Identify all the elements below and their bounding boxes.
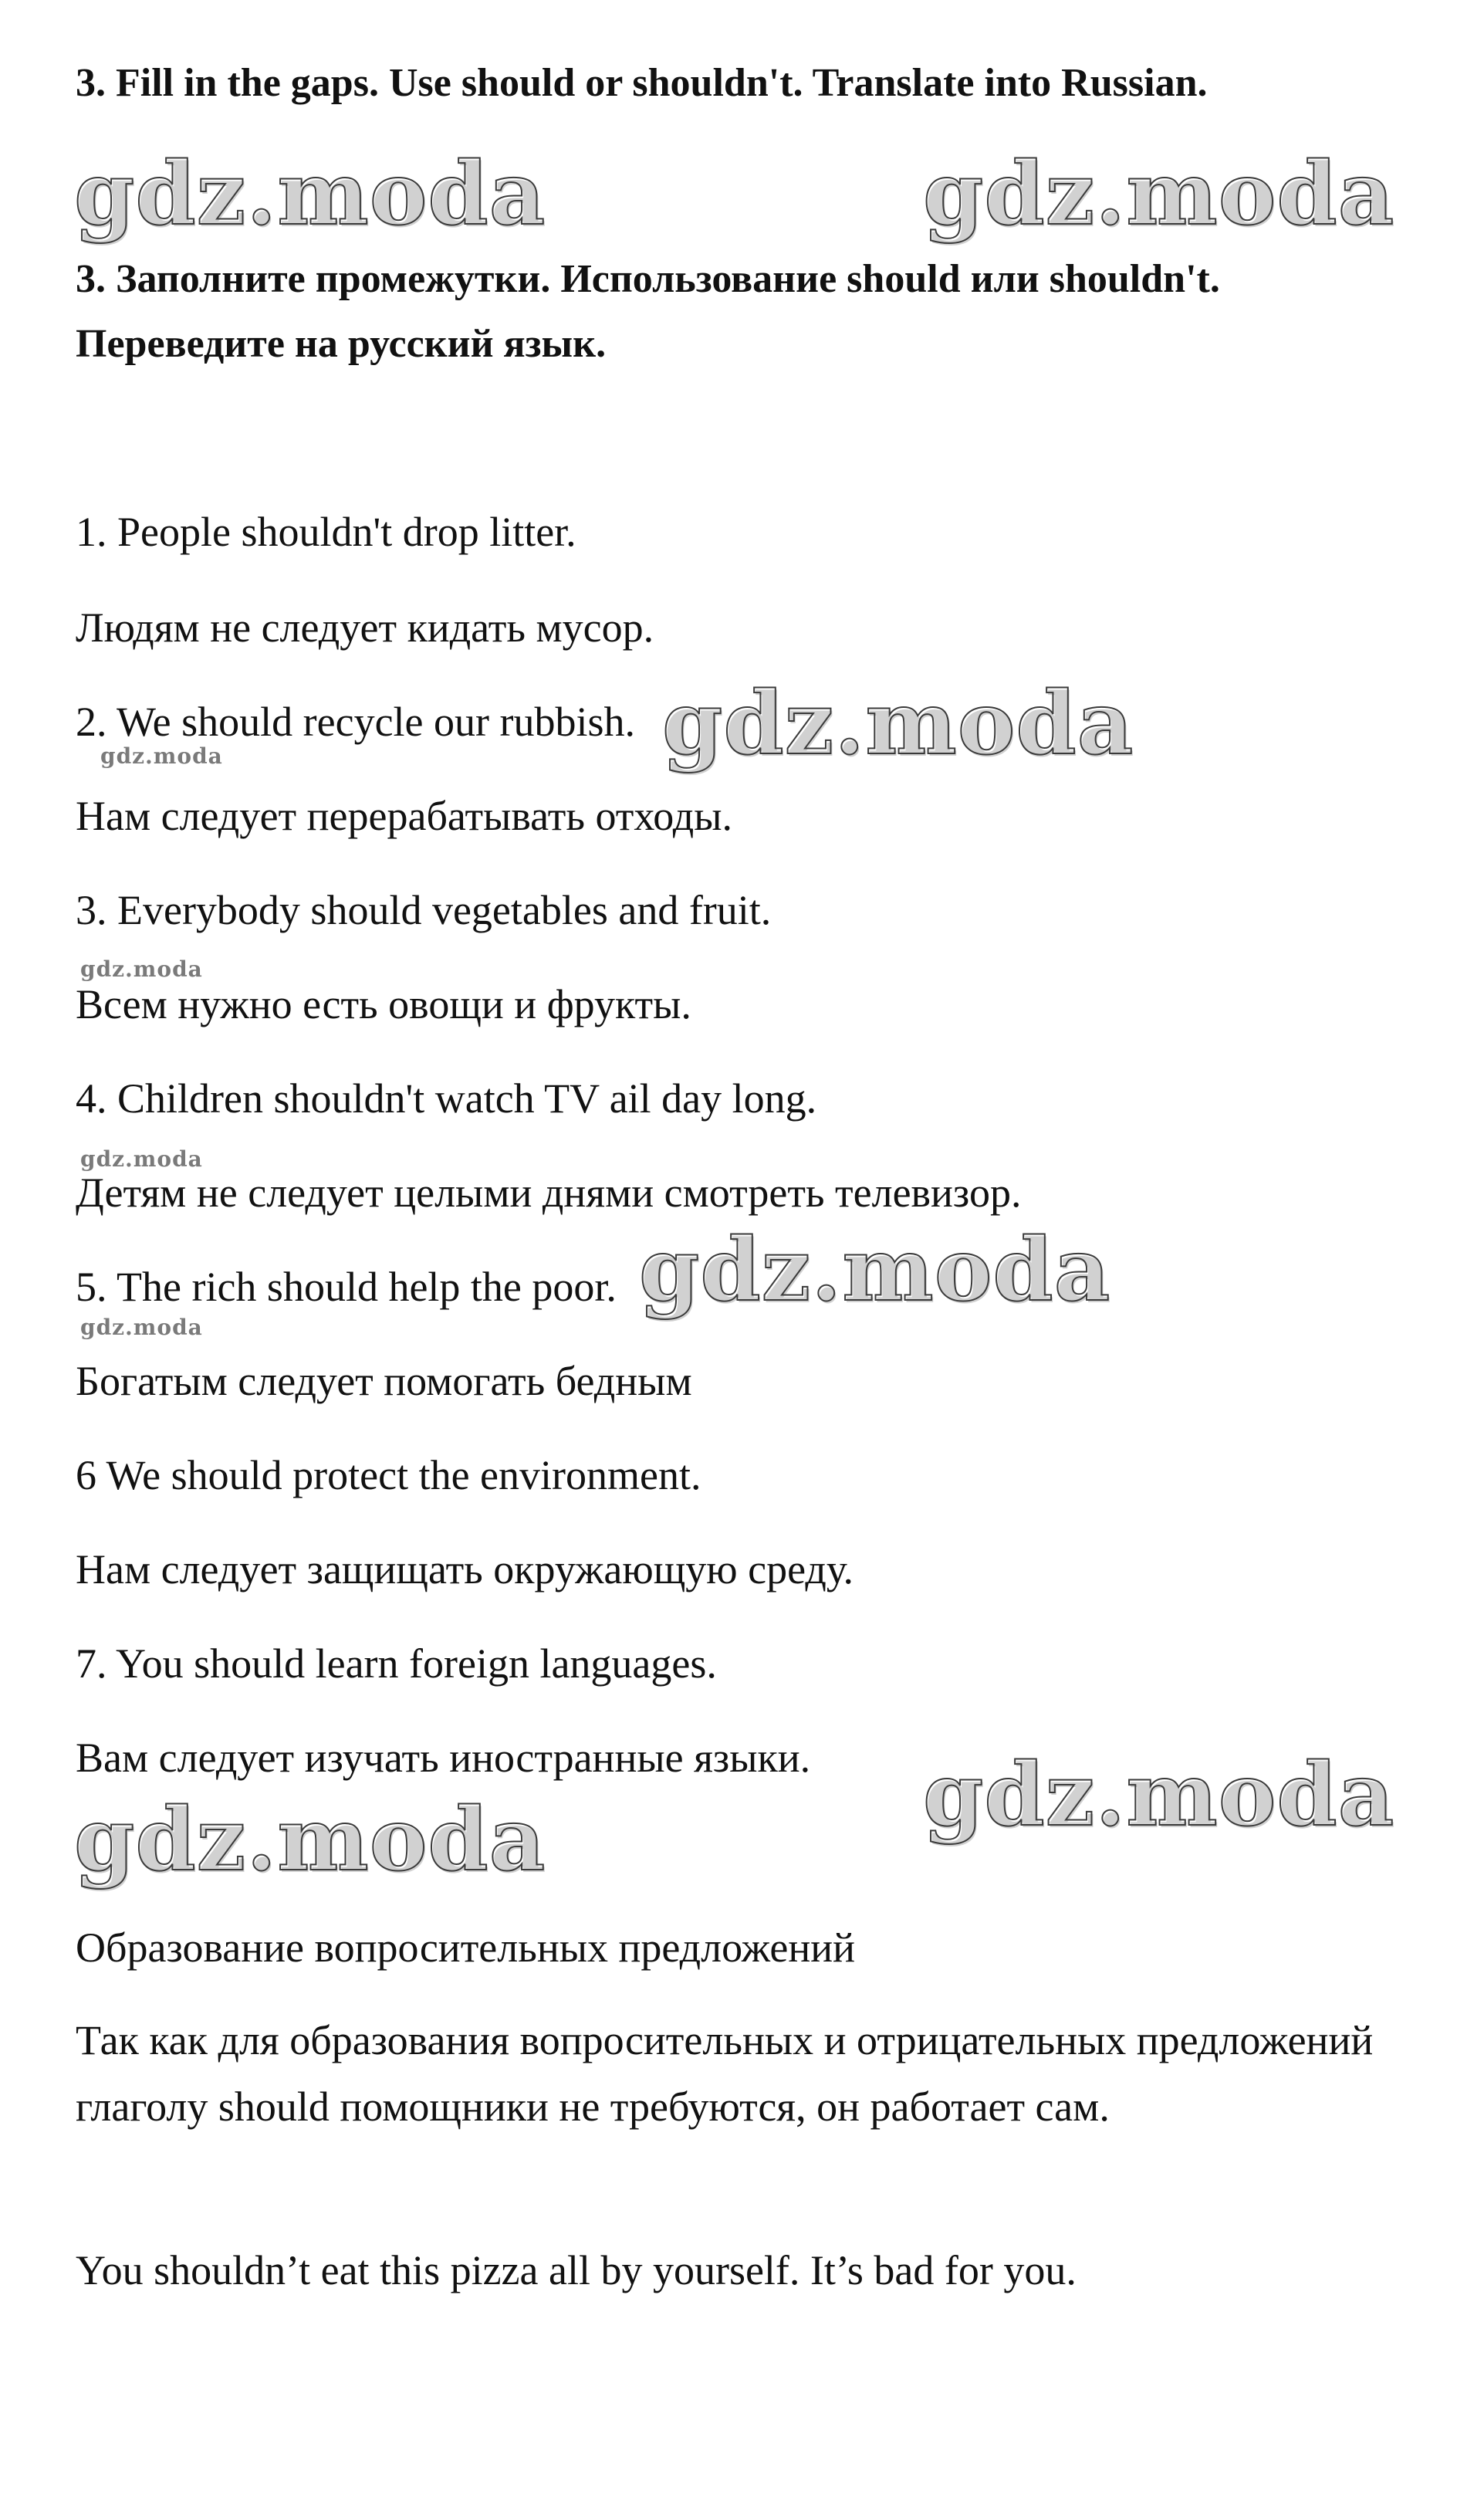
- item-5-en: 5. The rich should help the poor.: [76, 1264, 617, 1310]
- item-7-en: 7. You should learn foreign languages.: [76, 1640, 717, 1687]
- section-title: Образование вопросительных предложений: [76, 1924, 856, 1971]
- item-5-ru: Богатым следует помогать бедным: [76, 1358, 692, 1404]
- watermark-small: gdz.moda: [80, 1146, 203, 1172]
- watermark-small: gdz.moda: [100, 743, 223, 769]
- item-6-en: 6 We should protect the environment.: [76, 1452, 701, 1498]
- exercise-heading-ru-line1: 3. Заполните промежутки. Использование should или shouldn't.: [76, 257, 1220, 301]
- item-7-ru: Вам следует изучать иностранные языки.: [76, 1735, 811, 1781]
- watermark-small: gdz.moda: [80, 956, 203, 982]
- watermark-logo: gdz.moda: [662, 673, 1134, 774]
- watermark-logo: gdz.moda: [74, 144, 546, 245]
- watermark-logo: gdz.moda: [923, 1745, 1395, 1846]
- watermark-small: gdz.moda: [80, 1315, 203, 1340]
- watermark-logo: gdz.moda: [923, 144, 1395, 245]
- section-text: Так как для образования вопросительных и отрицательных предложений глаголу should помощники не требуются, он работает сам.: [76, 2017, 1374, 2130]
- watermark-logo: gdz.moda: [639, 1220, 1111, 1321]
- item-4-en: 4. Children shouldn't watch TV ail day long.: [76, 1075, 817, 1122]
- example-sentence: You shouldn’t eat this pizza all by yourself. It’s bad for you.: [76, 2247, 1077, 2293]
- item-3-en: 3. Everybody should vegetables and fruit.: [76, 887, 772, 933]
- item-6-ru: Нам следует защищать окружающую среду.: [76, 1546, 854, 1593]
- item-2-en: 2. We should recycle our rubbish.: [76, 699, 635, 745]
- exercise-heading-ru-line2: Переведите на русский язык.: [76, 322, 607, 366]
- item-4-ru: Детям не следует целыми днями смотреть телевизор.: [76, 1169, 1022, 1216]
- item-1-ru: Людям не следует кидать мусор.: [76, 604, 654, 651]
- exercise-heading-en: 3. Fill in the gaps. Use should or shouldn't. Translate into Russian.: [76, 61, 1208, 105]
- item-2-ru: Нам следует перерабатывать отходы.: [76, 793, 732, 839]
- watermark-logo: gdz.moda: [74, 1789, 546, 1890]
- item-1-en: 1. People shouldn't drop litter.: [76, 509, 576, 555]
- item-3-ru: Всем нужно есть овощи и фрукты.: [76, 981, 691, 1027]
